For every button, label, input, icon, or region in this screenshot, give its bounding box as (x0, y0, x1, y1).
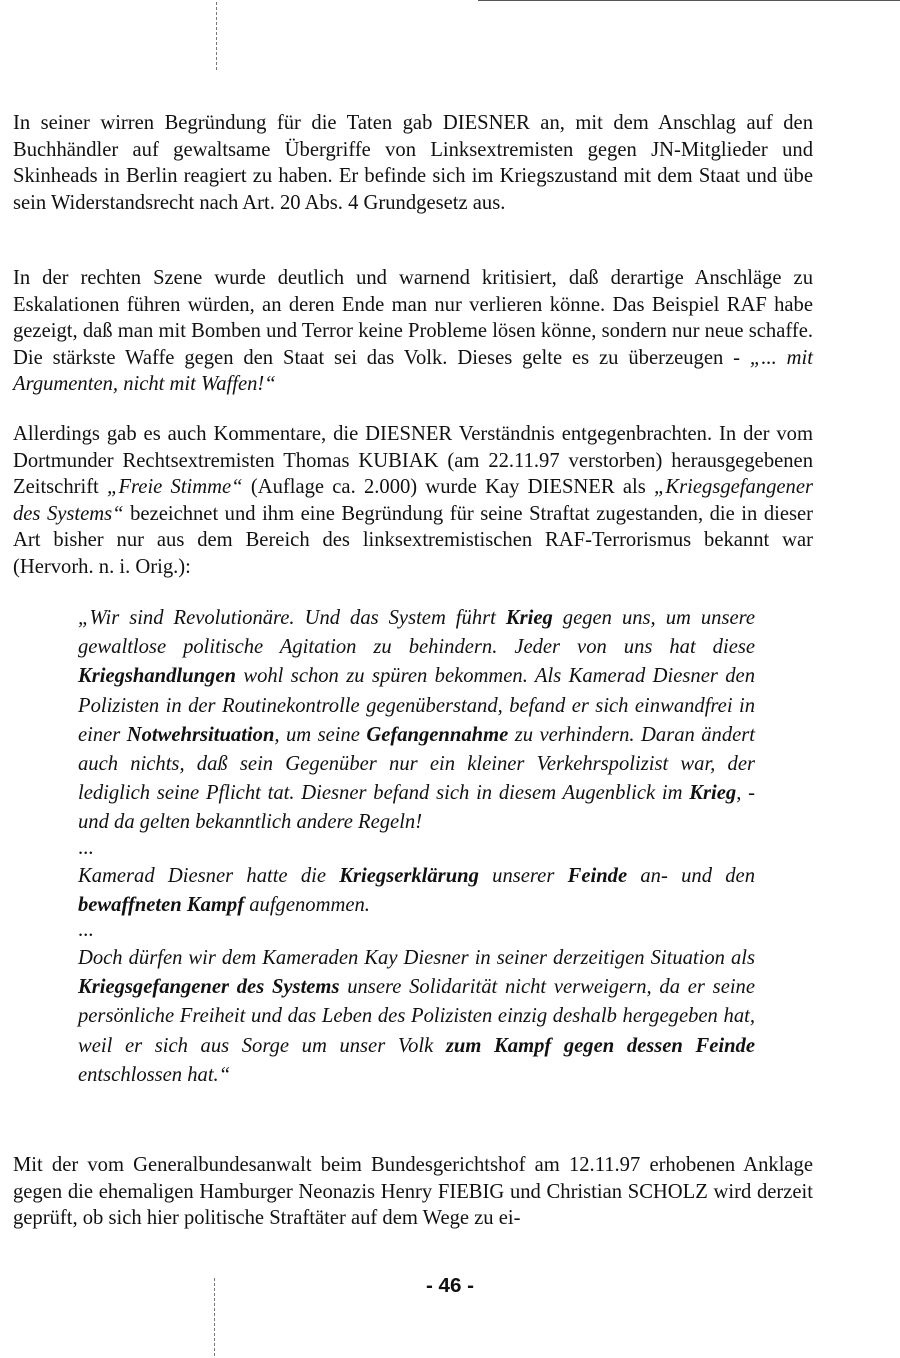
paragraph-text: Mit der vom Generalbundesanwalt beim Bundesgerichtshof am 12.11.97 erhobenen Anklage gegen die ehemaligen Hamburger Neonazis Henry FIEBIG und Christian SCHOLZ wird derzeit geprüft, ob sich hier politische Straftäter auf dem Wege zu ei- (13, 1154, 813, 1230)
emphasis-text: Kriegsgefangener des Systems (78, 976, 340, 999)
emphasis-text: Kriegserklärung (339, 864, 479, 887)
quote-text: , - und da gelten bekanntlich andere Regeln! (78, 782, 755, 834)
ellipsis-separator: ... (78, 836, 94, 859)
emphasis-text: zum Kampf gegen dessen Feinde (445, 1034, 755, 1057)
paragraph-text: bezeichnet und ihm eine Begründung für seine Straftat zugestanden, die in dieser Art bisher nur aus dem Bereich des linksextremistischen RAF-Terrorismus bekannt war (Hervorh. n. i. Orig.): (13, 502, 814, 578)
inline-quote: „Kriegsgefangener des Systems“ (13, 476, 813, 525)
quote-text: unserer (478, 864, 568, 887)
quote-text: gegen uns, um unsere gewaltlose politische Agitation zu behindern. Jeder von uns hat diese (78, 607, 755, 659)
magazine-title: „Freie Stimme“ (107, 476, 243, 499)
page-number: - 46 - (425, 1274, 475, 1297)
paragraph-text: In der rechten Szene wurde deutlich und warnend kritisiert, daß derartige Anschläge zu Eskalationen führen würden, an deren Ende man nur verlieren könne. Das Beispiel RAF habe gezeigt, daß man mit Bomben und Terror keine Probleme lösen könne, sondern nur neue schaffe. Die stärkste Waffe gegen den Staat sei das Volk. Dieses gelte es zu überzeugen - (13, 267, 813, 369)
paragraph-right-wing-criticism (13, 265, 813, 398)
emphasis-text: Krieg (505, 607, 553, 629)
fold-mark-bottom (214, 1278, 215, 1356)
emphasis-text: Kriegshandlungen (78, 665, 236, 688)
quote-text: Doch dürfen wir dem Kameraden Kay Diesner in seiner derzeitigen Situation als (78, 947, 755, 970)
quote-text: entschlossen hat.“ (78, 1063, 231, 1086)
emphasis-text: Feinde (567, 864, 628, 887)
paragraph-diesner-justification (13, 110, 813, 216)
quote-text: an- und den (627, 864, 755, 887)
quote-text: zu verhindern. Daran ändert auch nichts, daß sein Gegenüber nur ein kleiner Verkehrspolizist war, der lediglich seine Pflicht tat. Diesner befand sich in diesem Augenblick im (78, 723, 756, 805)
quote-text: „Wir sind Revolutionäre. Und das System führt (78, 607, 506, 629)
quote-text: wohl schon zu spüren bekommen. Als Kamerad Diesner den Polizisten in der Routinekontrolle gegenüberstand, befand er sich einwandfrei in einer (78, 665, 755, 746)
paragraph-comments-freie-stimme (13, 421, 813, 581)
quote-text: , um seine (274, 723, 367, 746)
ellipsis-separator: ... (78, 919, 94, 942)
paragraph-text: Allerdings gab es auch Kommentare, die DIESNER Verständnis entgegenbrachten. In der vom Dortmunder Rechtsextremisten Thomas KUBIAK (am 22.11.97 verstorben) herausgegebenen Zeitschrift (13, 423, 813, 499)
paragraph-text: In seiner wirren Begründung für die Taten gab DIESNER an, mit dem Anschlag auf den Buchhändler auf gewaltsame Übergriffe von Linksextremisten gegen JN-Mitglieder und Skinheads in Berlin reagiert zu haben. Er befinde sich im Kriegszustand mit dem Staat und übe sein Widerstandsrecht nach Art. 20 Abs. 4 Grundgesetz aus. (13, 112, 813, 214)
quote-paragraph (78, 944, 755, 1090)
emphasis-text: Notwehrsituation (126, 723, 275, 746)
quote-text: unsere Solidarität nicht verweigern, da er seine persönliche Freiheit und das Leben des Polizisten einzig deshalb hergegeben hat, weil er sich aus Sorge um unser Volk (78, 976, 755, 1057)
top-border-line (478, 0, 900, 1)
paragraph-indictment (13, 1152, 813, 1232)
quote-paragraph (78, 862, 755, 920)
quote-text: aufgenommen. (244, 893, 370, 916)
emphasis-text: Krieg (689, 782, 737, 805)
quote-paragraph (78, 604, 755, 838)
fold-mark-top (216, 2, 217, 70)
block-quote (78, 604, 755, 1090)
inline-quote: „... mit Argumenten, nicht mit Waffen!“ (13, 346, 813, 396)
quote-text: Kamerad Diesner hatte die (78, 864, 340, 887)
emphasis-text: Gefangennahme (366, 723, 509, 746)
paragraph-text: (Auflage ca. 2.000) wurde Kay DIESNER als (242, 476, 654, 499)
emphasis-text: bewaffneten Kampf (78, 893, 245, 916)
